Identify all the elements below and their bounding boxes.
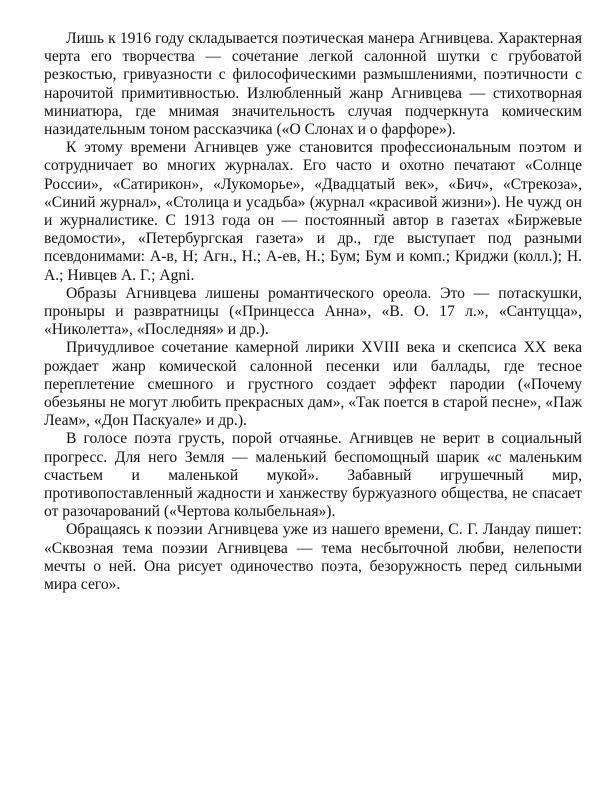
paragraph-images: Образы Агнивцева лишены романтического ореола. Это — потаскушки, проныры и развратницы («Принцесса Анна», «В. О. 17 л.», «Сантуцца», «Николетта», «Последняя» и др.).: [44, 284, 582, 339]
paragraph-genre: Причудливое сочетание камерной лирики XVIII века и скепсиса XX века рождает жанр комической салонной песенки или баллады, где тесное переплетение смешного и грустного создает эффект пародии («Почему обезьяны не могут любить прекрасных дам», «Так поется в старой песне», «Паж Леам», «Дон Паскуале» и др.).: [44, 339, 582, 430]
document-page: [44, 30, 582, 594]
paragraph-manner: Лишь к 1916 году складывается поэтическая манера Агнивцева. Характерная черта его творчества — сочетание легкой салонной шутки с грубоватой резкостью, гривуазности с философическими размышлениями, поэтичности с нарочитой примитивностью. Излюбленный жанр Агнивцева — стихотворная миниатюра, где мнимая значительность случая подчеркнута комическим назидательным тоном рассказчика («О Слонах и о фарфоре»).: [44, 30, 582, 139]
paragraph-sadness: В голосе поэта грусть, порой отчаянье. Агнивцев не верит в социальный прогресс. Для него Земля — маленький беспомощный шарик «с маленьким счастьем и маленькой мукой». Забавный игрушечный мир, противопоставленный жадности и ханжеству буржуазного общества, не спасает от разочарований («Чертова колыбельная»).: [44, 430, 582, 521]
paragraph-journals: К этому времени Агнивцев уже становится профессиональным поэтом и сотрудничает во многих журналах. Его часто и охотно печатают «Солнце России», «Сатирикон», «Лукоморье», «Двадцатый век», «Бич», «Стрекоза», «Синий журнал», «Столица и усадьба» (журнал «красивой жизни»). Не чужд он и журналистике. С 1913 года он — постоянный автор в газетах «Биржевые ведомости», «Петербургская газета» и др., где выступает под разными псевдонимами: А-в, Н; Агн., Н.; А-ев, Н.; Бум; Бум и комп.; Криджи (колл.); Н. А.; Нивцев А. Г.; Agni.: [44, 139, 582, 284]
paragraph-landau: Обращаясь к поэзии Агнивцева уже из нашего времени, С. Г. Ландау пишет: «Сквозная тема поэзии Агнивцева — тема несбыточной любви, нелепости мечты о ней. Она рисует одиночество поэта, безоружность перед сильными мира сего».: [44, 521, 582, 594]
